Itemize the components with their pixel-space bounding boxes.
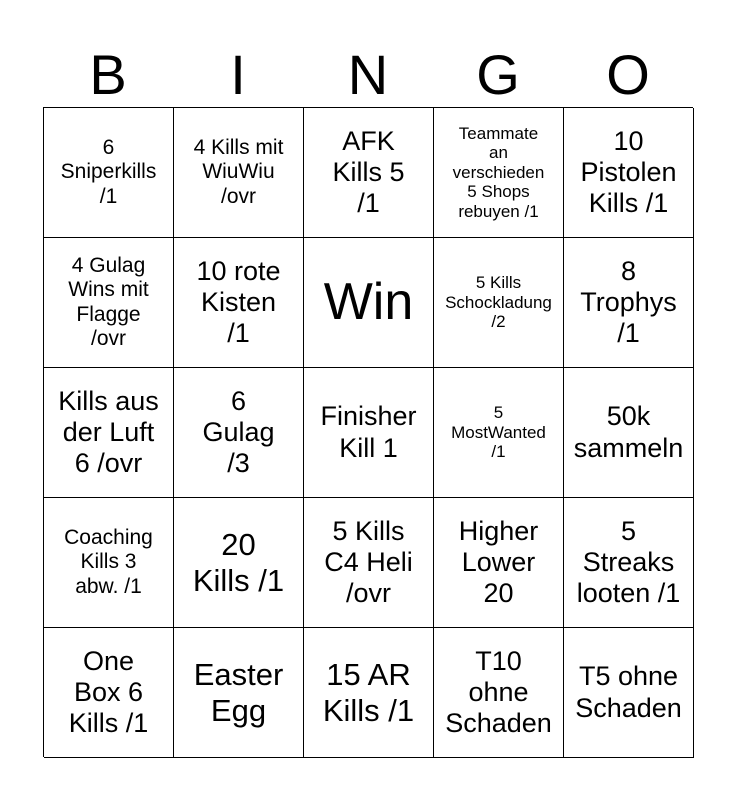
bingo-cell[interactable]: 15 AR Kills /1 [304,628,434,758]
bingo-cell[interactable]: Easter Egg [174,628,304,758]
bingo-header [43,44,693,106]
bingo-cell[interactable]: Teammate an verschieden 5 Shops rebuyen /1 [434,108,564,238]
bingo-cell[interactable]: Kills aus der Luft 6 /ovr [44,368,174,498]
bingo-cell[interactable]: One Box 6 Kills /1 [44,628,174,758]
bingo-cell[interactable]: 10 Pistolen Kills /1 [564,108,694,238]
header-letter-g: G [476,43,520,106]
bingo-cell[interactable]: Higher Lower 20 [434,498,564,628]
bingo-cell[interactable]: T5 ohne Schaden [564,628,694,758]
bingo-cell[interactable]: 4 Gulag Wins mit Flagge /ovr [44,238,174,368]
bingo-cell[interactable]: 8 Trophys /1 [564,238,694,368]
bingo-cell[interactable]: 20 Kills /1 [174,498,304,628]
bingo-cell[interactable]: Coaching Kills 3 abw. /1 [44,498,174,628]
bingo-cell[interactable]: 5 MostWanted /1 [434,368,564,498]
bingo-cell[interactable]: 5 Kills Schockladung /2 [434,238,564,368]
bingo-cell-center[interactable]: Win [304,238,434,368]
header-letter-b: B [89,43,127,106]
bingo-cell[interactable]: Finisher Kill 1 [304,368,434,498]
bingo-cell[interactable]: 50k sammeln [564,368,694,498]
bingo-cell[interactable]: 10 rote Kisten /1 [174,238,304,368]
header-letter-i: I [230,43,246,106]
bingo-cell[interactable]: 5 Kills C4 Heli /ovr [304,498,434,628]
header-letter-n: N [347,43,389,106]
header-letter-o: O [606,43,650,106]
bingo-cell[interactable]: T10 ohne Schaden [434,628,564,758]
bingo-cell[interactable]: 6 Sniperkills /1 [44,108,174,238]
bingo-cell[interactable]: 6 Gulag /3 [174,368,304,498]
bingo-cell[interactable]: 5 Streaks looten /1 [564,498,694,628]
bingo-cell[interactable]: AFK Kills 5 /1 [304,108,434,238]
bingo-cell[interactable]: 4 Kills mit WiuWiu /ovr [174,108,304,238]
bingo-grid [43,107,693,757]
